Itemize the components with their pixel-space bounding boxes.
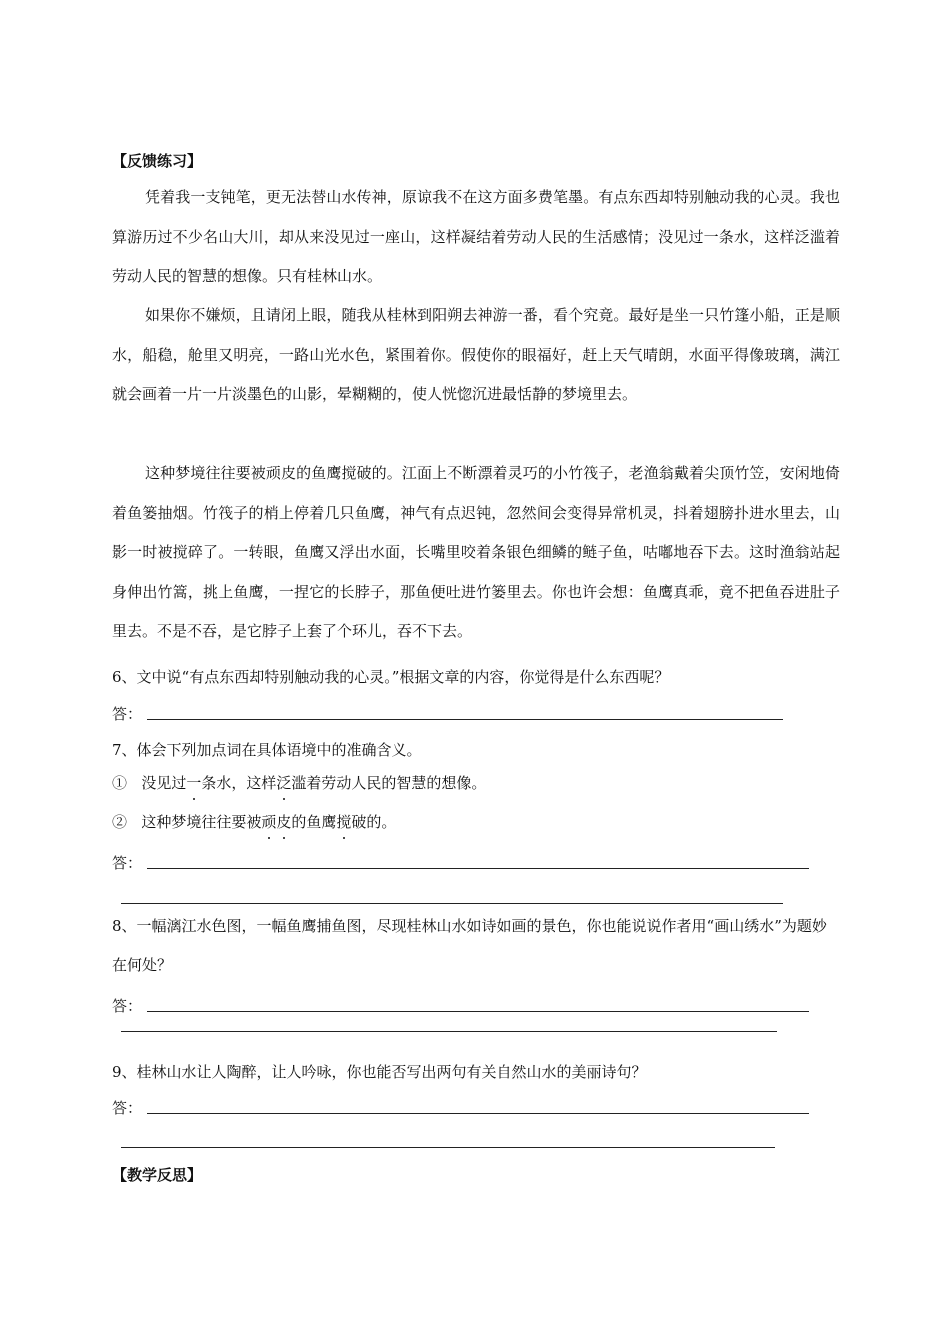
answer-line-q8-1[interactable] [147,1011,809,1012]
answer-line-q9-2[interactable] [121,1147,775,1148]
question-8: 8、一幅漓江水色图，一幅鱼鹰捕鱼图，尽现桂林山水如诗如画的景色，你也能说说作者用“画山绣水”为题妙在何处？ [112,917,827,974]
item-text: 的鱼鹰 [291,813,337,831]
dotted-char: 一 [186,774,202,792]
passage-paragraph-2: 如果你不嫌烦，且请闭上眼，随我从桂林到阳朔去神游一番，看个究竟。最好是坐一只竹篷小船，正是顺水，船稳，舱里又明亮，一路山光水色，紧围着你。假使你的眼福好，赶上天气晴朗，水面平得像玻璃，满江就会画着一片一片淡墨色的山影，晕糊糊的，使人恍惚沉进最恬静的梦境里去。 [112,306,840,403]
section-heading-feedback: 【反馈练习】 [112,152,203,170]
dotted-char: 泛 [276,774,292,792]
answer-line-q6[interactable] [147,719,783,720]
dotted-char: 搅 [336,813,352,831]
section-heading-reflection: 【教学反思】 [112,1166,203,1184]
item-text: 这种梦境往往要被 [141,813,262,831]
item-marker: ② [112,813,128,831]
question-6: 6、文中说“有点东西却特别触动我的心灵。”根据文章的内容，你觉得是什么东西呢？ [112,668,670,686]
passage-paragraph-1: 凭着我一支钝笔，更无法替山水传神，原谅我不在这方面多费笔墨。有点东西却特别触动我的心灵。我也算游历过不少名山大川，却从来没见过一座山，这样凝结着劳动人民的生活感情；没见过一条水，这样泛滥着劳动人民的智慧的想像。只有桂林山水。 [112,188,840,285]
dotted-char: 顽 [261,813,277,831]
answer-label-q7: 答： [112,854,143,872]
answer-label-q6: 答： [112,705,143,723]
answer-line-q7-1[interactable] [147,868,809,869]
answer-line-q9-1[interactable] [147,1113,809,1114]
question-7-item-1 [112,773,486,793]
item-marker: ① [112,774,128,792]
question-7: 7、体会下列加点词在具体语境中的准确含义。 [112,741,422,759]
question-9: 9、桂林山水让人陶醉，让人吟咏，你也能否写出两句有关自然山水的美丽诗句？ [112,1063,647,1081]
item-text: 没见过 [141,774,187,792]
item-text: 破的。 [351,813,397,831]
answer-label-q8: 答： [112,997,143,1015]
passage-paragraph-3: 这种梦境往往要被顽皮的鱼鹰搅破的。江面上不断漂着灵巧的小竹筏子，老渔翁戴着尖顶竹笠，安闲地倚着鱼篓抽烟。竹筏子的梢上停着几只鱼鹰，神气有点迟钝，忽然间会变得异常机灵，抖着翅膀扑进水里去，山影一时被搅碎了。一转眼，鱼鹰又浮出水面，长嘴里咬着条银色细鳞的鲢子鱼，咕嘟地吞下去。这时渔翁站起身伸出竹篙，挑上鱼鹰，一捏它的长脖子，那鱼便吐进竹篓里去。你也许会想：鱼鹰真乖，竟不把鱼吞进肚子里去。不是不吞，是它脖子上套了个环儿，吞不下去。 [112,464,840,640]
question-7-item-2 [112,812,396,832]
answer-label-q9: 答： [112,1099,143,1117]
dotted-char: 皮 [276,813,292,831]
answer-line-q7-2[interactable] [121,903,783,904]
answer-line-q8-2[interactable] [121,1031,777,1032]
item-text: 滥着劳动人民的智慧的想像。 [291,774,487,792]
item-text: 条水，这样 [201,774,277,792]
